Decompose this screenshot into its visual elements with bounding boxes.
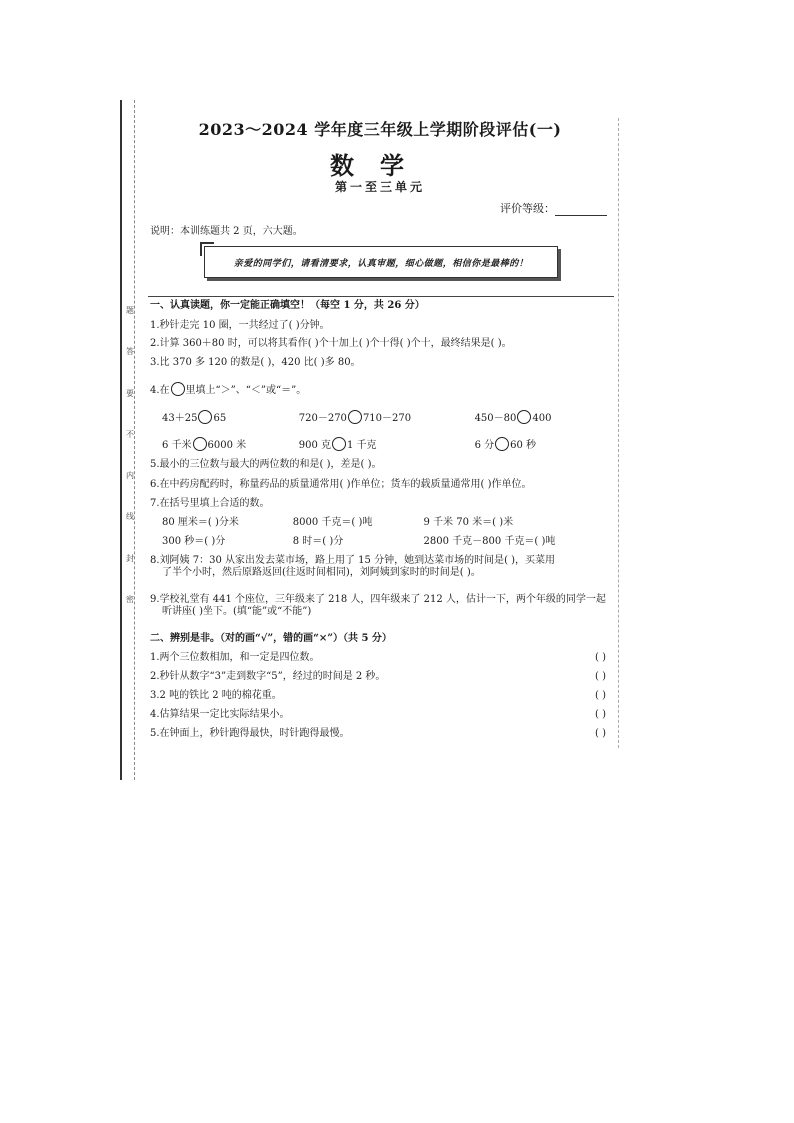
- compare-circle[interactable]: [198, 410, 212, 424]
- question-2: 2.计算 360＋80 时，可以将其看作( )个十加上( )个十得( )个十，最终结果是( )。: [150, 338, 512, 349]
- section2-title: 二、辨别是非。（对的画“√”，错的画“×”）（共 5 分）: [150, 633, 392, 644]
- fill-item: 8 时＝( )分: [292, 536, 344, 547]
- judge-item: 2.秒针从数字“3”走到数字“5”，经过的时间是 2 秒。 ( ): [150, 671, 606, 682]
- question-5: 5.最小的三位数与最大的两位数的和是( )，差是( )。: [150, 459, 382, 470]
- compare-circle[interactable]: [348, 410, 362, 424]
- q7-row-1: [162, 517, 582, 529]
- section-divider: [148, 296, 614, 297]
- compare-circle[interactable]: [332, 437, 346, 451]
- grade-label: 评价等级：: [500, 202, 555, 215]
- q4-row-2: [162, 437, 582, 452]
- page-edge-line: [618, 118, 619, 748]
- compare-item: 6 千米 6000 米: [162, 437, 299, 452]
- answer-paren[interactable]: ( ): [595, 671, 606, 682]
- compare-circle[interactable]: [495, 437, 509, 451]
- answer-paren[interactable]: ( ): [595, 728, 606, 739]
- question-1: 1.秒针走完 10 圈，一共经过了( )分钟。: [150, 320, 330, 331]
- judge-item: 3.2 吨的铁比 2 吨的棉花重。 ( ): [150, 690, 606, 701]
- instructions-note: 说明：本训练题共 2 页，六大题。: [150, 226, 303, 237]
- compare-circle[interactable]: [193, 437, 207, 451]
- subject-title: 数学: [330, 152, 430, 180]
- question-8: 8.刘阿姨 7：30 从家出发去菜市场，路上用了 15 分钟，她到达菜市场的时间是( )，买菜用 了半个小时，然后原路返回(往返时间相同)，刘阿姨到家时的时间是( )。: [150, 555, 556, 578]
- compare-item: 43＋25 65: [162, 410, 299, 425]
- exam-title: 2023～2024 学年度三年级上学期阶段评估(一): [198, 120, 562, 139]
- fill-item: 80 厘米＝( )分米: [162, 517, 239, 528]
- fill-item: 2800 千克－800 千克＝( )吨: [423, 536, 556, 547]
- circle-symbol: [171, 382, 185, 396]
- answer-paren[interactable]: ( ): [595, 690, 606, 701]
- answer-paren[interactable]: ( ): [595, 652, 606, 663]
- q7-row-2: [162, 536, 582, 548]
- fill-item: 8000 千克＝( )吨: [292, 517, 373, 528]
- question-4: 4.在 里填上“＞”、“＜”或“＝”。: [150, 382, 306, 397]
- units-subtitle: 第一至三单元: [334, 180, 425, 194]
- judge-item: 5.在钟面上，秒针跑得最快，时针跑得最慢。 ( ): [150, 728, 606, 739]
- compare-item: 720－270 710－270: [299, 410, 475, 425]
- question-6: 6.在中药房配药时，称量药品的质量通常用( )作单位；货车的载质量通常用( )作单位。: [150, 479, 532, 490]
- compare-item: 6 分 60 秒: [475, 437, 582, 452]
- binding-margin-line: [120, 100, 122, 780]
- judge-item: 4.估算结果一定比实际结果小。 ( ): [150, 709, 606, 720]
- compare-item: 450－80 400: [475, 410, 582, 425]
- judge-item: 1.两个三位数相加，和一定是四位数。 ( ): [150, 652, 606, 663]
- compare-circle[interactable]: [517, 410, 531, 424]
- question-3: 3.比 370 多 120 的数是( )，420 比( )多 80。: [150, 357, 361, 368]
- encouragement-banner: 亲爱的同学们，请看清要求，认真审题，细心做题，相信你是最棒的！: [204, 246, 558, 278]
- question-7: 7.在括号里填上合适的数。: [150, 498, 270, 509]
- grade-field: [500, 200, 607, 216]
- grade-blank[interactable]: [555, 205, 607, 216]
- q4-row-1: [162, 410, 582, 425]
- compare-item: 900 克 1 千克: [299, 437, 475, 452]
- question-9: 9.学校礼堂有 441 个座位，三年级来了 218 人，四年级来了 212 人，估计一下，两个年级的同学一起 听讲座( )坐下。(填“能”或“不能”): [150, 594, 606, 617]
- answer-paren[interactable]: ( ): [595, 709, 606, 720]
- fill-item: 9 千米 70 米＝( )米: [423, 517, 514, 528]
- fill-item: 300 秒＝( )分: [162, 536, 226, 547]
- seal-line-text: 题 答 要 不 内 线 封 密: [126, 306, 134, 604]
- section1-title: 一、认真读题，你一定能正确填空！（每空 1 分，共 26 分）: [150, 300, 425, 311]
